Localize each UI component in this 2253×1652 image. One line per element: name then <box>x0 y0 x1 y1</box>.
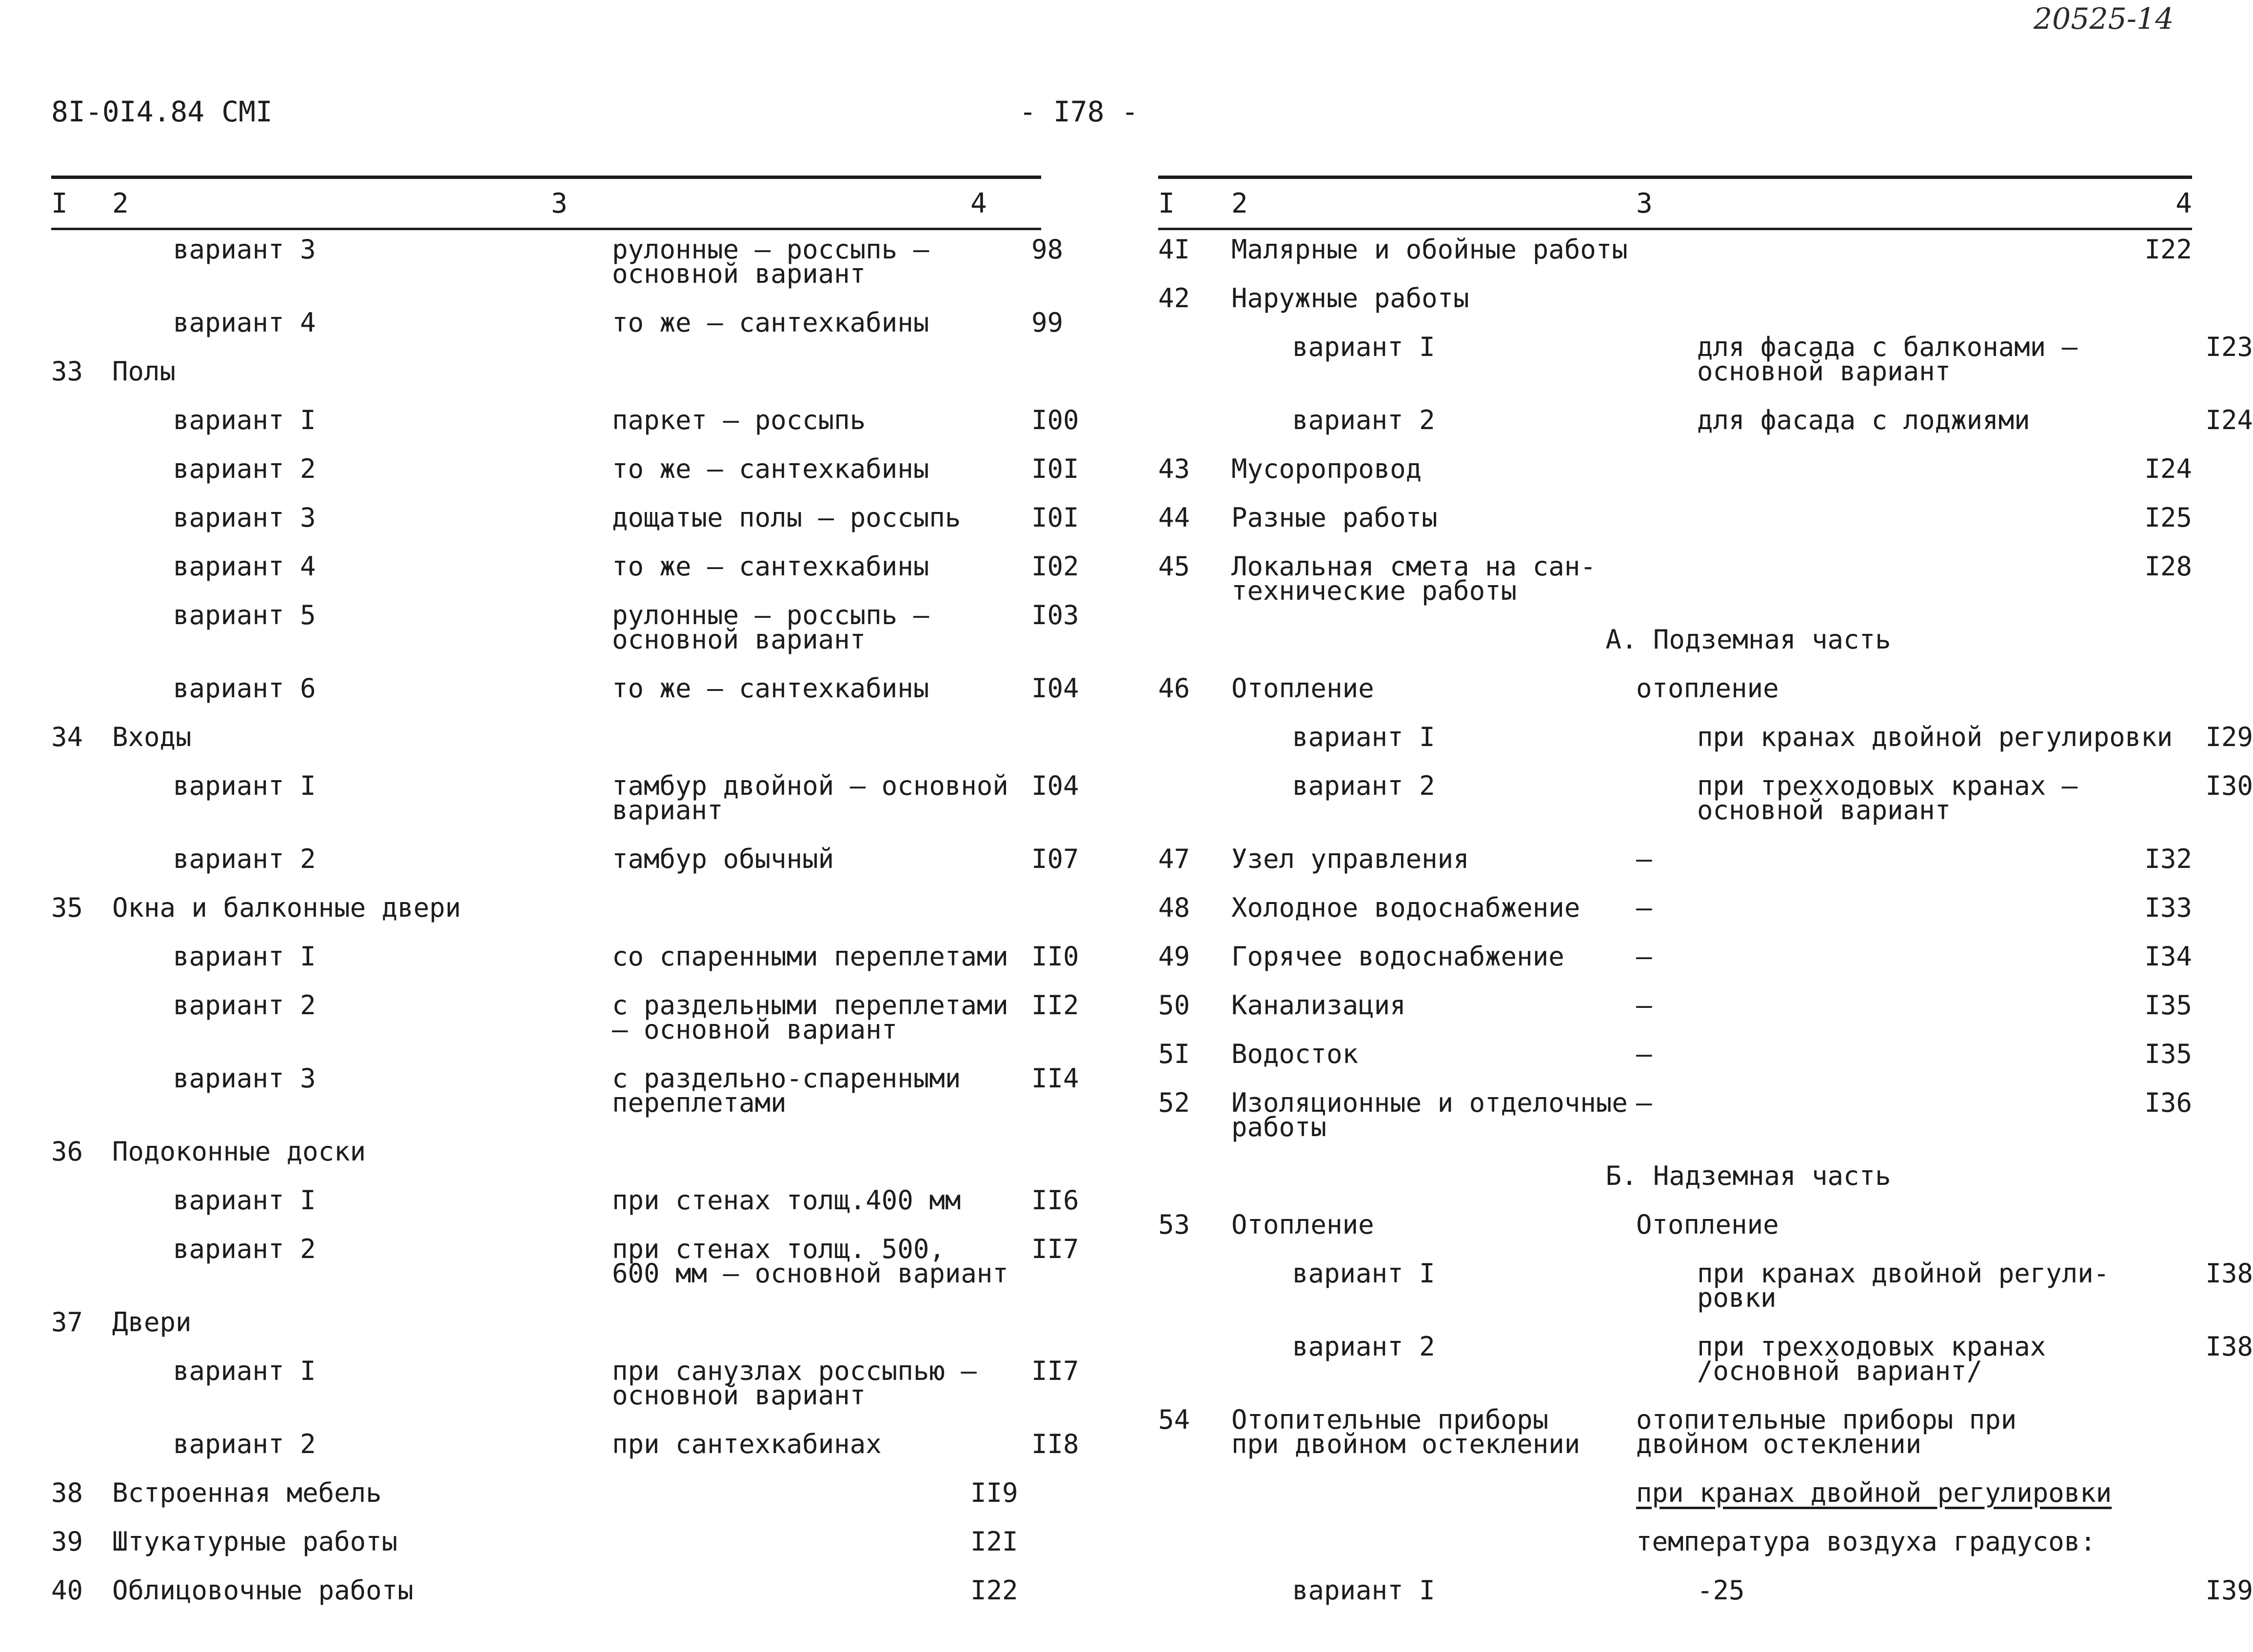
table-row <box>51 600 1079 655</box>
table-row <box>1158 892 2192 923</box>
row-number <box>51 237 112 286</box>
row-page: I29 <box>2205 722 2253 752</box>
row-number: 42 <box>1158 283 1190 314</box>
row-page <box>2124 676 2192 701</box>
document-code: 8I-0I4.84 CMI <box>51 95 273 128</box>
row-title <box>1231 1530 1636 1554</box>
table-row <box>51 1234 1079 1289</box>
row-description: дощатые полы – россыпь <box>612 502 961 533</box>
row-title: Канализация <box>1231 990 1406 1021</box>
row-description <box>1636 457 2124 481</box>
row-page: I33 <box>2144 892 2192 923</box>
row-page: 99 <box>1031 307 1064 338</box>
row-page: I04 <box>1031 673 1079 704</box>
row-number: 54 <box>1158 1404 1190 1435</box>
row-description: – <box>1636 1087 1652 1118</box>
row-description: при кранах двойной регули- ровки <box>1697 1258 2110 1313</box>
row-title: Разные работы <box>1231 502 1438 533</box>
row-page: I38 <box>2205 1258 2253 1289</box>
handwritten-stamp: 20525-14 <box>2034 2 2174 36</box>
row-number: 40 <box>51 1575 83 1606</box>
row-description: паркет – россыпь <box>612 405 866 435</box>
row-number <box>51 847 112 871</box>
row-number <box>51 1237 112 1286</box>
row-title: вариант 2 <box>173 1234 316 1264</box>
row-page: I03 <box>1031 600 1079 630</box>
header-col-1: I <box>1158 187 1175 219</box>
row-title: Отопление <box>1231 1209 1374 1240</box>
table-row <box>51 1356 1079 1411</box>
table-row <box>51 990 1079 1045</box>
row-description: – <box>1636 892 1652 923</box>
row-title: Встроенная мебель <box>112 1477 382 1508</box>
row-page: I07 <box>1031 844 1079 874</box>
table-row <box>1158 990 2192 1021</box>
table-row <box>1158 1039 2192 1069</box>
row-description: тамбур обычный <box>612 844 834 874</box>
row-number: 4I <box>1158 234 1190 265</box>
row-title: вариант 2 <box>173 990 316 1021</box>
row-description: рулонные – россыпь – основной вариант <box>612 234 929 289</box>
row-description: при стенах толщ. 500, 600 мм – основной вариант <box>612 1234 1008 1289</box>
table-row <box>1158 1526 2192 1557</box>
row-title: Наружные работы <box>1231 283 1469 314</box>
row-number: 45 <box>1158 551 1190 582</box>
row-page: I24 <box>2205 405 2253 435</box>
table-row <box>1158 1209 2192 1240</box>
row-page <box>970 896 1041 920</box>
row-title: Полы <box>112 356 176 387</box>
row-description: то же – сантехкабины <box>612 307 929 338</box>
row-title: вариант I <box>1292 332 1435 362</box>
row-description: то же – сантехкабины <box>612 673 929 704</box>
row-title: Подоконные доски <box>112 1136 366 1167</box>
table-row <box>1158 1087 2192 1142</box>
row-title: Водосток <box>1231 1039 1359 1069</box>
row-title: Локальная смета на сан- технические работы <box>1231 551 1596 606</box>
row-title: вариант 2 <box>173 844 316 874</box>
row-title: вариант 5 <box>173 600 316 630</box>
table-row <box>1158 1477 2192 1508</box>
table-row <box>51 234 1064 289</box>
row-title: вариант 2 <box>1292 1331 1435 1362</box>
row-number: 53 <box>1158 1209 1190 1240</box>
table-row <box>1158 283 2192 314</box>
row-description: с раздельными переплетами – основной вариант <box>612 990 1008 1045</box>
row-page: I02 <box>1031 551 1079 582</box>
header-col-3: 3 <box>1636 187 1653 219</box>
row-description: для фасада с лоджиями <box>1697 405 2030 435</box>
row-page: I00 <box>1031 405 1079 435</box>
row-number: 44 <box>1158 502 1190 533</box>
row-number <box>51 408 112 433</box>
row-number: 43 <box>1158 453 1190 484</box>
row-description: – <box>1636 1039 1652 1069</box>
row-description: рулонные – россыпь – основной вариант <box>612 600 929 655</box>
row-page: I30 <box>2205 770 2253 801</box>
header-col-4: 4 <box>2175 187 2192 219</box>
row-title: вариант I <box>173 1356 316 1386</box>
row-page: I2I <box>970 1526 1018 1557</box>
row-description: при кранах двойной регулировки <box>1636 1477 2112 1508</box>
row-page: II7 <box>1031 1234 1079 1264</box>
row-number: 35 <box>51 892 83 923</box>
table-header <box>51 179 1041 228</box>
row-title: вариант I <box>1292 1258 1435 1289</box>
row-title: вариант 2 <box>1292 405 1435 435</box>
row-number <box>1158 1481 1231 1505</box>
section-heading <box>1158 624 2192 655</box>
table-row <box>51 1063 1079 1118</box>
row-number: 46 <box>1158 673 1190 704</box>
row-page: I04 <box>1031 770 1079 801</box>
right-table <box>1158 176 2253 1627</box>
row-title: Облицовочные работы <box>112 1575 414 1606</box>
row-description: – <box>1636 844 1652 874</box>
header-col-2: 2 <box>112 187 129 219</box>
row-page: I22 <box>2144 234 2192 265</box>
table-row <box>51 453 1079 484</box>
row-number <box>51 457 112 481</box>
table-header <box>1158 179 2192 228</box>
row-number <box>51 1066 112 1115</box>
table-row <box>1158 405 2253 435</box>
row-description: то же – сантехкабины <box>612 453 929 484</box>
table-row <box>1158 234 2192 265</box>
row-description: то же – сантехкабины <box>612 551 929 582</box>
table-row <box>1158 1258 2253 1313</box>
row-page: I0I <box>1031 453 1079 484</box>
row-number <box>51 603 112 652</box>
row-description: -25 <box>1697 1575 1745 1606</box>
section-heading-text: А. Подземная часть <box>1605 624 1891 655</box>
row-number <box>51 676 112 701</box>
row-title: вариант 2 <box>173 1429 316 1459</box>
table-row <box>1158 941 2192 972</box>
row-title: вариант 6 <box>173 673 316 704</box>
row-page: I39 <box>2205 1575 2253 1606</box>
row-page: II0 <box>1031 941 1079 972</box>
table-row <box>51 1429 1079 1459</box>
row-page: II4 <box>1031 1063 1079 1094</box>
row-title: Узел управления <box>1231 844 1469 874</box>
left-table <box>51 176 1079 1627</box>
row-page: II8 <box>1031 1429 1079 1459</box>
row-page: I34 <box>2144 941 2192 972</box>
row-description <box>551 1310 970 1335</box>
row-page: I24 <box>2144 453 2192 484</box>
row-description: – <box>1636 941 1652 972</box>
row-page <box>970 725 1041 749</box>
row-title: вариант 2 <box>1292 770 1435 801</box>
row-description: при стенах толщ.400 мм <box>612 1185 961 1216</box>
row-page: I35 <box>2144 990 2192 1021</box>
row-page <box>2124 1408 2192 1456</box>
table-row <box>51 307 1064 338</box>
row-page: I0I <box>1031 502 1079 533</box>
row-title: вариант 3 <box>173 502 316 533</box>
row-description: Отопление <box>1636 1209 1779 1240</box>
section-heading-text: Б. Надземная часть <box>1605 1160 1891 1191</box>
row-number: 36 <box>51 1136 83 1167</box>
row-description: с раздельно-спаренными переплетами <box>612 1063 961 1118</box>
section-heading <box>1158 1160 2192 1191</box>
row-description: температура воздуха градусов: <box>1636 1526 2096 1557</box>
row-number <box>1158 725 1231 749</box>
table-row <box>1158 673 2192 704</box>
row-description: со спаренными переплетами <box>612 941 1008 972</box>
row-title: Изоляционные и отделочные работы <box>1231 1087 1628 1142</box>
row-description <box>1636 506 2124 530</box>
row-number <box>51 1432 112 1456</box>
row-page: I25 <box>2144 502 2192 533</box>
row-number: 49 <box>1158 941 1190 972</box>
row-number: 5I <box>1158 1039 1190 1069</box>
table-row <box>1158 502 2192 533</box>
table-row <box>1158 1331 2253 1386</box>
row-description <box>1636 286 2124 311</box>
table-top-rule <box>51 176 1041 179</box>
row-page: I36 <box>2144 1087 2192 1118</box>
row-description <box>551 896 970 920</box>
row-title: вариант I <box>173 941 316 972</box>
row-page <box>2124 1481 2192 1505</box>
table-row <box>51 770 1079 826</box>
row-description: тамбур двойной – основной вариант <box>612 770 1008 826</box>
row-page: I28 <box>2144 551 2192 582</box>
header-col-1: I <box>51 187 68 219</box>
table-row <box>51 844 1079 874</box>
row-description <box>1636 237 2124 262</box>
row-number <box>1158 1578 1231 1603</box>
row-description <box>551 725 970 749</box>
table-row <box>51 941 1079 972</box>
row-number <box>51 944 112 969</box>
row-description <box>551 1140 970 1164</box>
table-row <box>1158 453 2192 484</box>
row-description: для фасада с балконами – основной вариант <box>1697 332 2078 387</box>
table-row <box>51 1575 1041 1606</box>
table-row <box>51 1185 1079 1216</box>
row-page <box>970 1310 1041 1335</box>
row-title: Входы <box>112 722 192 752</box>
row-number: 39 <box>51 1526 83 1557</box>
row-description <box>551 359 970 384</box>
row-title: Холодное водоснабжение <box>1231 892 1581 923</box>
table-row <box>51 1307 1041 1337</box>
table-row <box>1158 1575 2253 1606</box>
row-description: при кранах двойной регулировки <box>1697 722 2173 752</box>
table-row <box>1158 770 2253 826</box>
row-page: II9 <box>970 1477 1018 1508</box>
row-number <box>51 311 112 335</box>
row-number <box>51 1188 112 1213</box>
row-page: I38 <box>2205 1331 2253 1362</box>
row-number <box>51 774 112 823</box>
page-number: - I78 - <box>1019 95 1139 128</box>
table-row <box>1158 551 2192 606</box>
right-table-rows <box>1158 230 2253 1606</box>
table-row <box>51 722 1041 752</box>
row-number <box>1158 1530 1231 1554</box>
row-number: 50 <box>1158 990 1190 1021</box>
row-title: вариант I <box>173 405 316 435</box>
row-page <box>2124 286 2192 311</box>
table-row <box>51 892 1041 923</box>
row-title <box>1231 1481 1636 1505</box>
row-description: отопление <box>1636 673 1779 704</box>
table-row <box>1158 844 2192 874</box>
row-number <box>1158 335 1231 384</box>
row-number: 34 <box>51 722 83 752</box>
row-description: при трехходовых кранах – основной вариант <box>1697 770 2078 826</box>
table-row <box>51 405 1079 435</box>
row-number <box>1158 408 1231 433</box>
row-number <box>51 554 112 579</box>
table-row <box>51 356 1041 387</box>
table-row <box>51 1136 1041 1167</box>
row-title: вариант I <box>1292 1575 1435 1606</box>
header-col-3: 3 <box>551 187 568 219</box>
row-title: Окна и балконные двери <box>112 892 461 923</box>
row-number <box>51 506 112 530</box>
left-table-rows <box>51 230 1079 1606</box>
row-title: вариант 4 <box>173 551 316 582</box>
row-title: Отопительные приборы при двойном остеклении <box>1231 1404 1581 1459</box>
row-number <box>51 993 112 1042</box>
row-title: вариант 3 <box>173 1063 316 1094</box>
row-page: I22 <box>970 1575 1018 1606</box>
row-title: Горячее водоснабжение <box>1231 941 1564 972</box>
row-page: I32 <box>2144 844 2192 874</box>
row-description <box>551 1530 970 1554</box>
row-page: 98 <box>1031 234 1064 265</box>
table-row <box>51 673 1079 704</box>
row-page <box>2124 1213 2192 1237</box>
row-page: II6 <box>1031 1185 1079 1216</box>
row-title: вариант 3 <box>173 234 316 265</box>
row-description: отопительные приборы при двойном остеклении <box>1636 1404 2017 1459</box>
row-page: II2 <box>1031 990 1079 1021</box>
row-title: Малярные и обойные работы <box>1231 234 1628 265</box>
row-number: 52 <box>1158 1087 1190 1118</box>
row-number <box>1158 1261 1231 1310</box>
row-page: I23 <box>2205 332 2253 362</box>
table-row <box>1158 722 2253 752</box>
row-title: вариант 4 <box>173 307 316 338</box>
row-title: вариант 2 <box>173 453 316 484</box>
row-number: 47 <box>1158 844 1190 874</box>
row-number: 48 <box>1158 892 1190 923</box>
row-description: при санузлах россыпью – основной вариант <box>612 1356 977 1411</box>
row-title: Отопление <box>1231 673 1374 704</box>
table-row <box>51 551 1079 582</box>
table-row <box>51 502 1079 533</box>
row-number <box>51 1359 112 1408</box>
table-row <box>51 1477 1041 1508</box>
table-top-rule <box>1158 176 2192 179</box>
row-page <box>2124 1530 2192 1554</box>
row-page <box>970 1140 1041 1164</box>
row-description <box>551 1578 970 1603</box>
row-title: вариант I <box>1292 722 1435 752</box>
row-description <box>1636 554 2124 603</box>
table-row <box>1158 332 2253 387</box>
row-title: Штукатурные работы <box>112 1526 398 1557</box>
row-page: I35 <box>2144 1039 2192 1069</box>
row-description: при трехходовых кранах /основной вариант/ <box>1697 1331 2046 1386</box>
table-row <box>51 1526 1041 1557</box>
row-title: вариант I <box>173 1185 316 1216</box>
header-col-2: 2 <box>1231 187 1248 219</box>
row-number: 38 <box>51 1477 83 1508</box>
row-page: II7 <box>1031 1356 1079 1386</box>
row-page <box>970 359 1041 384</box>
header-col-4: 4 <box>970 187 987 219</box>
row-number: 37 <box>51 1307 83 1337</box>
row-title: Мусоропровод <box>1231 453 1422 484</box>
row-title: вариант I <box>173 770 316 801</box>
row-description <box>551 1481 970 1505</box>
row-description: при сантехкабинах <box>612 1429 882 1459</box>
row-title: Двери <box>112 1307 192 1337</box>
row-number <box>1158 1335 1231 1383</box>
table-row <box>1158 1404 2192 1459</box>
row-number: 33 <box>51 356 83 387</box>
row-description: – <box>1636 990 1652 1021</box>
row-number <box>1158 774 1231 823</box>
